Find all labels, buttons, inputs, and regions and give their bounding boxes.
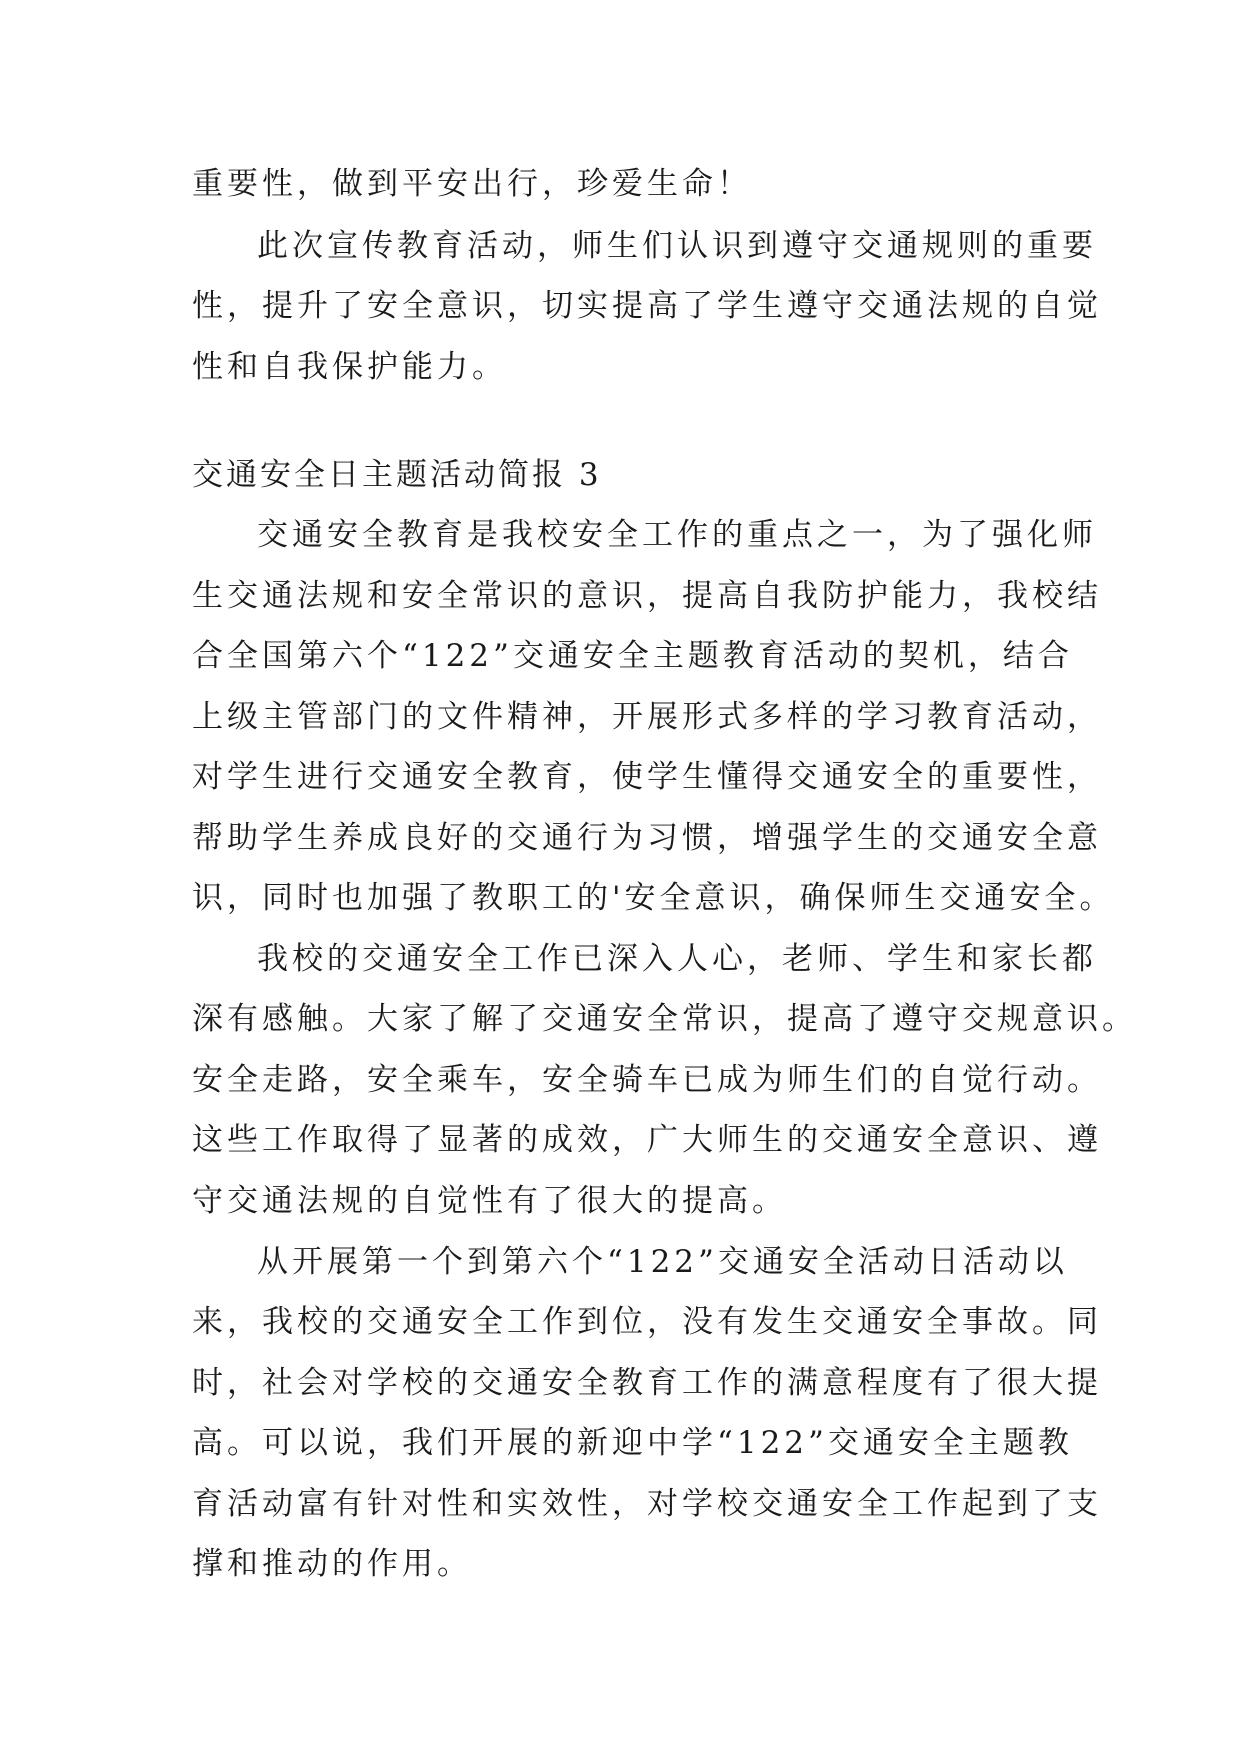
section-heading: 交通安全日主题活动简报 3 (192, 457, 602, 493)
paragraph-line: 来，我校的交通安全工作到位，没有发生交通安全事故。同 (192, 1304, 1102, 1340)
paragraph-line: 从开展第一个到第六个“122”交通安全活动日活动以 (257, 1244, 1068, 1280)
paragraph-line: 深有感触。大家了解了交通安全常识，提高了遵守交规意识。 (192, 1001, 1137, 1037)
paragraph-line: 育活动富有针对性和实效性，对学校交通安全工作起到了支 (192, 1486, 1102, 1522)
paragraph-line: 合全国第六个“122”交通安全主题教育活动的契机，结合 (192, 638, 1073, 674)
paragraph-line: 守交通法规的自觉性有了很大的提高。 (192, 1183, 787, 1219)
paragraph-line: 时，社会对学校的交通安全教育工作的满意程度有了很大提 (192, 1365, 1102, 1401)
paragraph-line: 重要性，做到平安出行，珍爱生命！ (192, 166, 752, 202)
paragraph-line: 交通安全教育是我校安全工作的重点之一，为了强化师 (257, 517, 1097, 553)
paragraph-line: 生交通法规和安全常识的意识，提高自我防护能力，我校结 (192, 578, 1102, 614)
paragraph-line: 对学生进行交通安全教育，使学生懂得交通安全的重要性， (192, 759, 1102, 795)
paragraph-line: 帮助学生养成良好的交通行为习惯，增强学生的交通安全意 (192, 820, 1102, 856)
paragraph-line: 性，提升了安全意识，切实提高了学生遵守交通法规的自觉 (192, 288, 1102, 324)
paragraph-line: 这些工作取得了显著的成效，广大师生的交通安全意识、遵 (192, 1122, 1102, 1158)
paragraph-line: 安全走路，安全乘车，安全骑车已成为师生们的自觉行动。 (192, 1062, 1102, 1098)
paragraph-line: 此次宣传教育活动，师生们认识到遵守交通规则的重要 (257, 228, 1097, 264)
paragraph-line: 性和自我保护能力。 (192, 349, 507, 385)
paragraph-line: 上级主管部门的文件精神，开展形式多样的学习教育活动， (192, 699, 1102, 735)
paragraph-line: 撑和推动的作用。 (192, 1546, 472, 1582)
paragraph-line: 我校的交通安全工作已深入人心，老师、学生和家长都 (257, 941, 1097, 977)
paragraph-line: 高。可以说，我们开展的新迎中学“122”交通安全主题教 (192, 1425, 1073, 1461)
paragraph-line: 识，同时也加强了教职工的'安全意识，确保师生交通安全。 (192, 880, 1115, 916)
